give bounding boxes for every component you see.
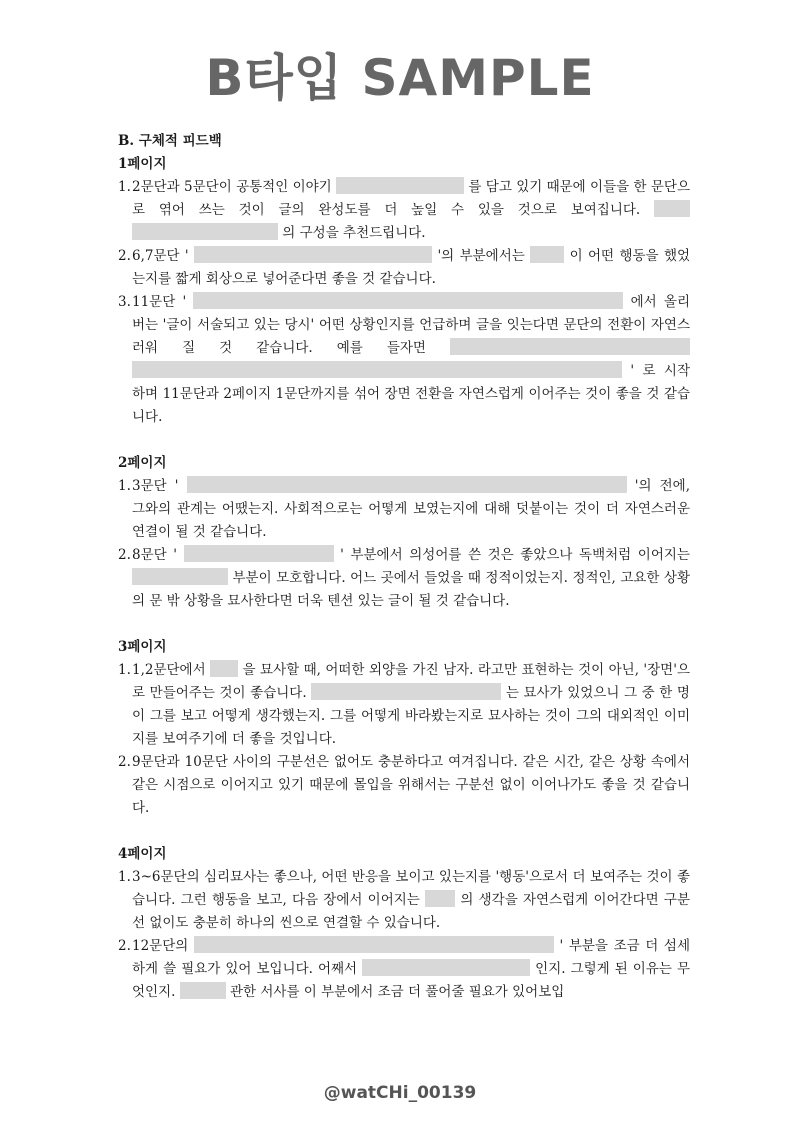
text-segment: '의 부분에서는 xyxy=(437,248,525,264)
text-segment: 이 어떤 행동을 했었는지를 짧게 회상으로 넣어준다면 좋을 것 같습니다. xyxy=(132,248,691,287)
text-segment: 3~6문단의 심리묘사는 좋으나, 어떤 반응을 보이고 있는지를 '행동'으로서 더 보여주는 것이 좋습니다. 그런 행동을 보고, 다음 장에서 이어지는 xyxy=(132,869,690,908)
redaction-block xyxy=(194,246,432,263)
item-text xyxy=(132,866,690,935)
text-segment: 11문단 ' xyxy=(132,294,187,310)
feedback-item xyxy=(118,176,690,245)
redaction-block xyxy=(425,890,455,907)
item-number: 1. xyxy=(118,179,131,195)
item-number: 2. xyxy=(118,248,131,264)
item-number: 3. xyxy=(118,294,131,310)
headline: B타입 SAMPLE xyxy=(205,49,595,107)
feedback-document xyxy=(118,130,690,1004)
text-segment: 1,2문단에서 xyxy=(132,662,206,678)
text-segment: 12문단의 xyxy=(132,938,189,954)
feedback-item xyxy=(118,544,690,613)
item-text xyxy=(132,935,690,1004)
text-segment: 관한 서사를 이 부분에서 조금 더 풀어줄 필요가 있어보입 xyxy=(230,984,565,1000)
text-segment: ' 부분을 조금 더 섬세하게 쓸 필요가 있어 보입니다. 어째서 xyxy=(132,938,690,977)
page-title-4: 4페이지 xyxy=(118,846,167,862)
page-title-3: 3페이지 xyxy=(118,639,167,655)
redaction-block xyxy=(180,982,226,999)
redaction-block xyxy=(184,545,334,562)
text-segment: 의 생각을 자연스럽게 이어간다면 구분선 없이도 충분히 하나의 씬으로 연결할 수 있습니다. xyxy=(132,892,690,931)
redaction-block xyxy=(132,223,278,240)
redaction-block xyxy=(530,246,564,263)
item-number: 2. xyxy=(118,547,131,563)
feedback-item xyxy=(118,866,690,935)
item-text xyxy=(132,659,690,751)
text-segment: 는 묘사가 있었으니 그 중 한 명이 그를 보고 어떻게 생각했는지. 그를 어떻게 바라봤는지로 묘사하는 것이 그의 대외적인 이미지를 보여주기에 더 좋을 것입니다. xyxy=(132,685,690,747)
item-number: 1. xyxy=(118,869,131,885)
item-text xyxy=(132,176,690,245)
redaction-block xyxy=(132,568,228,585)
text-segment: 3문단 ' xyxy=(132,478,179,494)
text-segment: 9문단과 10문단 사이의 구분선은 없어도 충분하다고 여겨집니다. 같은 시간, 같은 상황 속에서 같은 시점으로 이어지고 있기 때문에 몰입을 위해서는 구분선 없이 이어나가도 좋을 것 같습니다. xyxy=(132,754,690,816)
feedback-item xyxy=(118,935,690,1004)
redaction-block xyxy=(336,177,464,194)
redaction-block xyxy=(450,338,690,355)
redaction-block xyxy=(194,936,554,953)
text-segment: ' 로 시작하며 11문단과 2페이지 1문단까지를 섞어 장면 전환을 자연스럽게 이어주는 것이 좋을 것 같습니다. xyxy=(132,363,690,425)
text-segment: 6,7문단 ' xyxy=(132,248,189,264)
watermark: @watCHi_00139 xyxy=(323,1083,477,1103)
item-number: 2. xyxy=(118,754,131,770)
feedback-item xyxy=(118,659,690,751)
redaction-block xyxy=(132,361,622,378)
item-text xyxy=(132,751,690,820)
page-title-1: 1페이지 xyxy=(118,156,167,172)
feedback-item xyxy=(118,291,690,429)
text-segment: 인지. 그렇게 된 이유는 무엇인지. xyxy=(132,961,691,1000)
item-number: 1. xyxy=(118,662,131,678)
text-segment: 를 담고 있기 때문에 이들을 한 문단으로 엮어 쓰는 것이 글의 완성도를 더 높일 수 있을 것으로 보여집니다. xyxy=(132,179,691,218)
text-segment: ' 부분에서 의성어를 쓴 것은 좋았으나 독백처럼 이어지는 xyxy=(340,547,690,563)
redaction-block xyxy=(187,476,627,493)
item-number: 1. xyxy=(118,478,131,494)
text-segment: 2문단과 5문단이 공통적인 이야기 xyxy=(132,179,332,195)
redaction-block xyxy=(362,959,530,976)
feedback-item xyxy=(118,475,690,544)
page-title-2: 2페이지 xyxy=(118,455,167,471)
item-text xyxy=(132,245,690,291)
text-segment: 에서 올리버는 '글이 서술되고 있는 당시' 어떤 상황인지를 언급하며 글을 잇는다면 문단의 전환이 자연스러워 질 것 같습니다. 예를 들자면 xyxy=(132,294,690,356)
text-segment: 부분이 모호합니다. 어느 곳에서 들었을 때 정적이었는지. 정적인, 고요한 상황의 문 밖 상황을 묘사한다면 더욱 텐션 있는 글이 될 것 같습니다. xyxy=(132,570,691,609)
redaction-block xyxy=(210,660,238,677)
feedback-item xyxy=(118,751,690,820)
item-text xyxy=(132,475,690,544)
text-segment: '의 전에, 그와의 관계는 어땠는지. 사회적으로는 어떻게 보였는지에 대해 덧붙이는 것이 더 자연스러운 연결이 될 것 같습니다. xyxy=(132,478,690,540)
item-text xyxy=(132,544,690,613)
redaction-block xyxy=(654,200,690,217)
text-segment: 8문단 ' xyxy=(132,547,177,563)
item-text xyxy=(132,291,690,429)
redaction-block xyxy=(193,292,623,309)
redaction-block xyxy=(311,683,501,700)
text-segment: 을 묘사할 때, 어떠한 외양을 가진 남자. 라고만 표현하는 것이 아닌, '장면'으로 만들어주는 것이 좋습니다. xyxy=(132,662,690,701)
item-number: 2. xyxy=(118,938,131,954)
feedback-item xyxy=(118,245,690,291)
section-title: B. 구체적 피드백 xyxy=(118,133,222,149)
text-segment: 의 구성을 추천드립니다. xyxy=(282,225,426,241)
